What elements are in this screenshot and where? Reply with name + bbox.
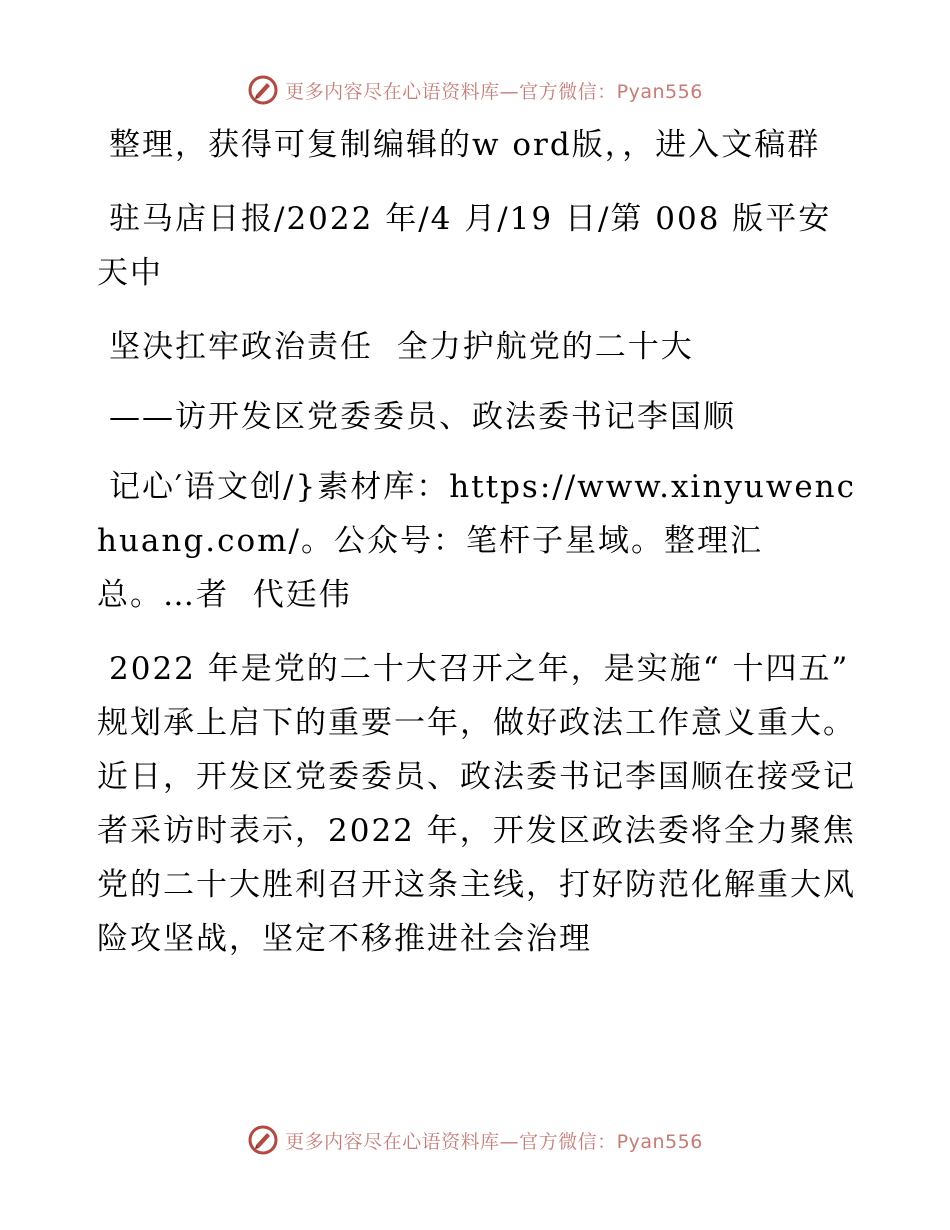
article-title: 坚决扛牢政治责任 全力护航党的二十大 — [109, 329, 694, 365]
pen-swirl-logo-icon — [247, 1124, 279, 1156]
document-body — [97, 118, 862, 986]
header-banner-text: 更多内容尽在心语资料库—官方微信：Pyan556 — [285, 80, 703, 103]
paragraph-body: 2022 年是党的二十大召开之年，是实施“ 十四五” 规划承上启下的重要一年，做好政法工作意义重大。近日，开发区党委委员、政法委书记李国顺在接受记者采访时表示，2022 年，开发区政法委将全力聚焦党的二十大胜利召开这条主线，打好防范化解重大风险攻坚战，坚定不移推进社会治理 — [97, 651, 862, 957]
article-subtitle: ——访开发区党委委员、政法委书记李国顺 — [109, 399, 736, 435]
footer-banner — [0, 1120, 950, 1160]
header-banner — [0, 70, 950, 110]
paragraph-credit: 记心′语文创/}素材库：https://www.xinyuwenchuang.com/。公众号：笔杆子星域。整理汇总。…者 代廷伟 — [97, 469, 856, 613]
footer-banner-text: 更多内容尽在心语资料库—官方微信：Pyan556 — [285, 1130, 703, 1153]
pen-swirl-logo-icon — [247, 74, 279, 106]
paragraph-source: 驻马店日报/2022 年/4 月/19 日/第 008 版平安天中 — [97, 201, 832, 291]
paragraph-intro: 整理，获得可复制编辑的w ord版，，进入文稿群 — [109, 127, 821, 163]
